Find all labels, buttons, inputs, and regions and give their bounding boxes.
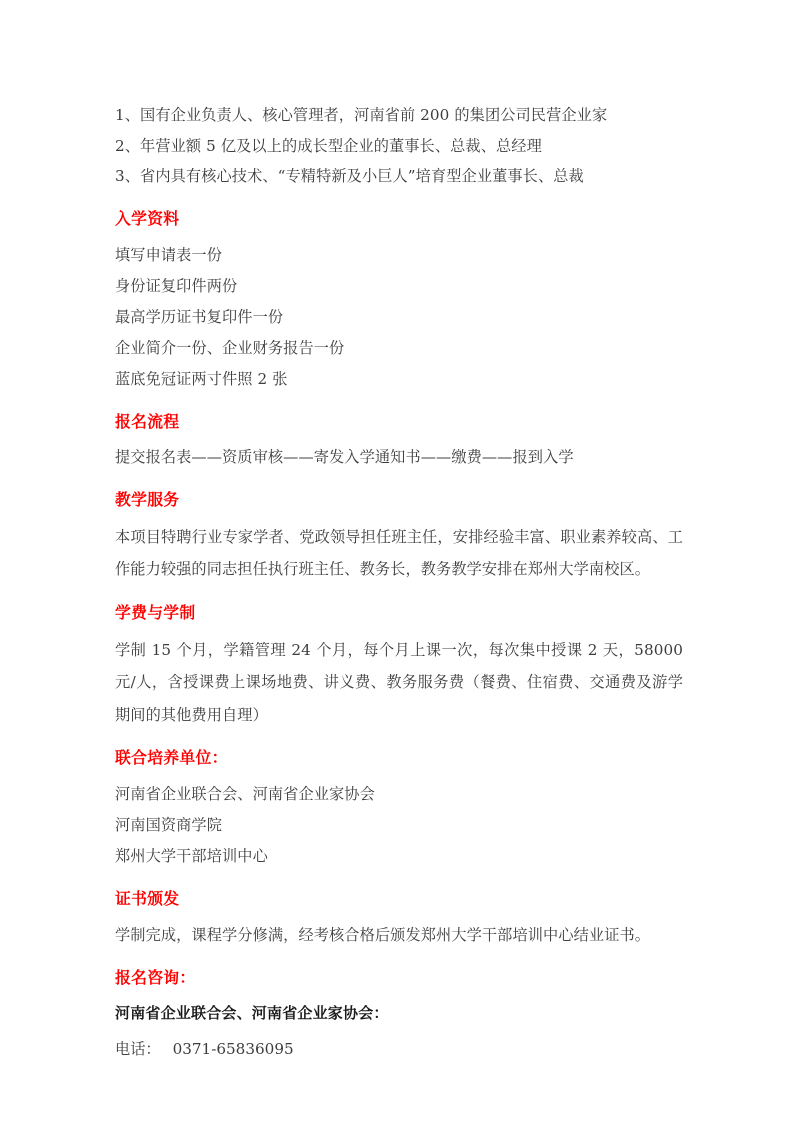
- section-paragraph: 本项目特聘行业专家学者、党政领导担任班主任，安排经验丰富、职业素养较高、工作能力较强的同志担任执行班主任、教务长，教务教学安排在郑州大学南校区。: [115, 527, 683, 579]
- section-heading: 入学资料: [115, 208, 180, 228]
- section-heading: 联合培养单位：: [115, 748, 228, 768]
- section-heading: 证书颁发: [115, 888, 180, 908]
- section-heading: 报名流程: [115, 411, 180, 431]
- section-application-process: [115, 412, 683, 474]
- section-paragraph: 学制 15 个月，学籍管理 24 个月，每个月上课一次，每次集中授课 2 天，58000 元/人，含授课费上课场地费、讲义费、教务服务费（餐费、住宿费、交通费及游学期间的其他费用自理）: [115, 640, 683, 724]
- contact-organization: 河南省企业联合会、河南省企业家协会：: [115, 1004, 389, 1023]
- list-item: 填写申请表一份: [115, 245, 223, 264]
- section-paragraph: 提交报名表——资质审核——寄发入学通知书——缴费——报到入学: [115, 448, 574, 467]
- list-item: 河南国资商学院: [115, 815, 223, 834]
- section-teaching-service: [115, 490, 683, 586]
- section-heading: 报名咨询：: [115, 967, 196, 987]
- section-heading: 教学服务: [115, 490, 180, 510]
- intro-list-item: 2、年营业额 5 亿及以上的成长型企业的董事长、总裁、总经理: [115, 136, 542, 155]
- section-enrollment-consultation: [115, 968, 683, 1066]
- intro-list-item: 1、国有企业负责人、核心管理者，河南省前 200 的集团公司民营企业家: [115, 106, 608, 124]
- intro-list-item: 3、省内具有核心技术、“专精特新及小巨人”培育型企业董事长、总裁: [115, 167, 584, 186]
- intro-list: [115, 100, 683, 192]
- list-item: 身份证复印件两份: [115, 276, 238, 295]
- contact-phone: [115, 1034, 683, 1065]
- section-certificate-issuance: [115, 889, 683, 951]
- list-item: 蓝底免冠证两寸件照 2 张: [115, 369, 288, 388]
- document-content: [115, 100, 683, 1065]
- list-item: 最高学历证书复印件一份: [115, 307, 284, 326]
- section-admission-materials: [115, 209, 683, 395]
- section-heading: 学费与学制: [115, 602, 196, 622]
- section-paragraph: 学制完成，课程学分修满，经考核合格后颁发郑州大学干部培训中心结业证书。: [115, 925, 651, 944]
- phone-number: 0371-65836095: [172, 1040, 294, 1059]
- list-item: 企业简介一份、企业财务报告一份: [115, 338, 345, 357]
- section-joint-training-units: [115, 748, 683, 872]
- phone-label: 电话：: [115, 1040, 161, 1059]
- list-item: 郑州大学干部培训中心: [115, 846, 268, 865]
- section-tuition-and-duration: [115, 603, 683, 731]
- list-item: 河南省企业联合会、河南省企业家协会: [115, 784, 375, 803]
